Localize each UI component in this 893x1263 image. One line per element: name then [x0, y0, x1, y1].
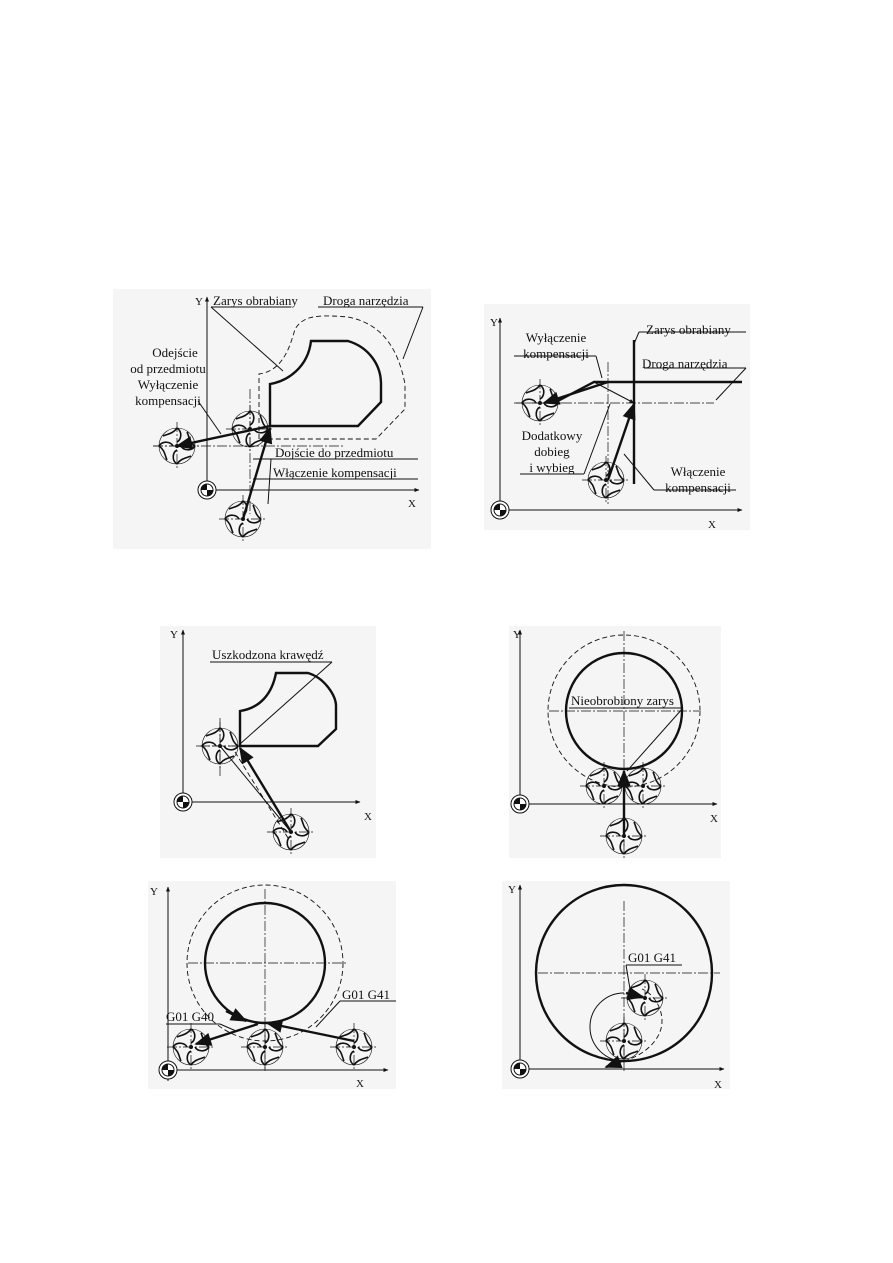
label-dojscie: Dojście do przedmiotu [275, 445, 394, 460]
tool-path [554, 382, 742, 403]
label-g40: G01 G40 [166, 1009, 215, 1024]
label-wlaczenie: Włączenie [670, 464, 726, 479]
label-g41: G01 G41 [628, 950, 677, 965]
label-g41: G01 G41 [342, 987, 391, 1002]
label-kompensacji: kompensacji [135, 393, 201, 408]
diagram-internal-circle [502, 881, 730, 1089]
y-axis-label: Y [508, 884, 516, 896]
y-axis-label: Y [170, 629, 178, 641]
label-droga: Droga narzędzia [642, 356, 728, 371]
y-axis-label: Y [490, 317, 498, 329]
label-uszkodzona: Uszkodzona krawędź [212, 647, 324, 662]
label-dodatkowy: Dodatkowy [521, 428, 583, 443]
label-droga: Droga narzędzia [323, 293, 409, 308]
origin-symbol-icon [511, 795, 529, 813]
origin-symbol-icon [174, 793, 192, 811]
tool-path [259, 316, 405, 439]
origin-symbol-icon [491, 501, 509, 519]
label-zarys: Zarys obrabiany [213, 293, 298, 308]
x-axis-label: X [364, 811, 372, 823]
label-wylaczenie: Wyłączenie [525, 330, 587, 345]
diagram-damaged-edge [160, 626, 376, 858]
diagram-unmachined-contour [509, 626, 721, 858]
workpiece-contour [270, 341, 381, 426]
x-axis-label: X [710, 813, 718, 825]
label-wybieg: i wybieg [529, 460, 575, 475]
label-zarys: Zarys obrabiany [646, 322, 731, 337]
workpiece-contour [240, 673, 336, 746]
x-axis-label: X [708, 519, 716, 531]
label-kompensacji-2: kompensacji [665, 480, 731, 495]
label-wylaczenie: Wyłączenie [137, 377, 199, 392]
label-dobieg: dobieg [534, 444, 570, 459]
origin-symbol-icon [511, 1060, 529, 1078]
y-axis-label: Y [513, 629, 521, 641]
x-axis-label: X [714, 1079, 722, 1091]
milling-cutter-icon [600, 1017, 648, 1065]
origin-symbol-icon [198, 481, 216, 499]
diagram-extra-approach [484, 304, 750, 530]
x-axis-label: X [408, 498, 416, 510]
y-axis-label: Y [195, 296, 203, 308]
label-od-przedmiotu: od przedmiotu [130, 361, 206, 376]
y-axis-label: Y [150, 886, 158, 898]
label-odejscie: Odejście [152, 345, 198, 360]
diagram-approach-retract [113, 289, 431, 549]
milling-cutter-icon [330, 1023, 378, 1071]
diagram-external-circle [148, 881, 396, 1089]
label-kompensacji: kompensacji [523, 346, 589, 361]
milling-cutter-icon [516, 379, 564, 427]
label-wlaczenie: Włączenie kompensacji [273, 465, 397, 480]
origin-symbol-icon [159, 1061, 177, 1079]
label-nieobrobiony: Nieobrobiony zarys [571, 693, 674, 708]
milling-cutter-icon [582, 456, 630, 504]
x-axis-label: X [356, 1078, 364, 1090]
milling-cutter-icon [241, 1023, 289, 1071]
